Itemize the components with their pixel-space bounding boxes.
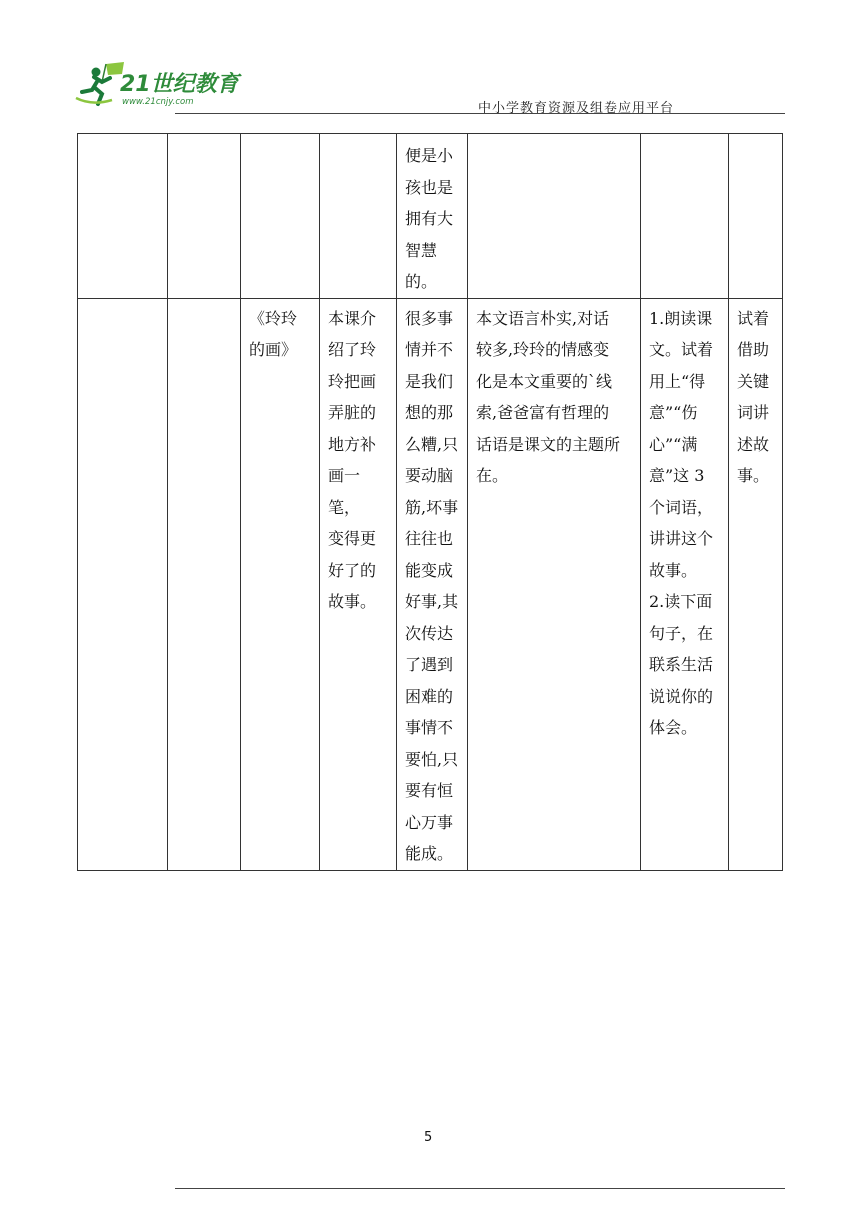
cell-text bbox=[641, 134, 728, 140]
table-cell bbox=[320, 298, 397, 870]
cell-text bbox=[320, 134, 396, 140]
cell-text bbox=[241, 134, 319, 140]
table-cell bbox=[168, 298, 241, 870]
lesson-summary: 本课介 绍了玲 玲把画 弄脏的 地方补 画一笔， 变得更 好了的 故事。 bbox=[328, 308, 377, 611]
table-cell bbox=[468, 134, 641, 299]
cell-text bbox=[168, 299, 240, 303]
page-number: 5 bbox=[424, 1130, 433, 1145]
site-logo bbox=[72, 60, 247, 112]
cell-text bbox=[168, 134, 240, 140]
table-cell bbox=[168, 134, 241, 299]
table-cell bbox=[729, 298, 783, 870]
table-cell bbox=[468, 298, 641, 870]
lesson-features: 本文语言朴实,对话 较多,玲玲的情感变 化是本文重要的`线 索,爸爸富有哲理的 话语是课文的主题所 在。 bbox=[476, 308, 621, 485]
table-cell bbox=[320, 134, 397, 299]
svg-text:www.21cnjy.com: www.21cnjy.com bbox=[122, 97, 194, 107]
cell-text: 便是小 孩也是 拥有大 智慧 的。 bbox=[405, 146, 454, 291]
table-cell bbox=[78, 134, 168, 299]
table-cell bbox=[397, 134, 468, 299]
table-cell bbox=[641, 298, 729, 870]
table-cell bbox=[729, 134, 783, 299]
cell-text bbox=[729, 134, 782, 140]
header-tagline: 中小学教育资源及组卷应用平台 bbox=[478, 101, 675, 116]
cell-text bbox=[78, 299, 167, 303]
footer-divider bbox=[175, 1188, 785, 1189]
table-cell bbox=[241, 298, 320, 870]
header-divider bbox=[175, 113, 785, 114]
table-cell bbox=[241, 134, 320, 299]
svg-text:21世纪教育: 21世纪教育 bbox=[120, 72, 239, 97]
cell-text bbox=[468, 134, 640, 140]
cell-text bbox=[78, 134, 167, 140]
table-cell bbox=[397, 298, 468, 870]
lesson-activities: 1.朗读课 文。试着 用上“得 意”“伤 心”“满 意”这 3 个词语， 讲讲这个 故事。 2.读下面 句子，在 联系生活 说说你的 体会。 bbox=[649, 308, 714, 737]
table-row bbox=[78, 134, 783, 299]
table-row bbox=[78, 298, 783, 870]
lesson-title: 《玲玲 的画》 bbox=[249, 308, 298, 359]
table-cell bbox=[641, 134, 729, 299]
table-cell bbox=[78, 298, 168, 870]
lesson-goals: 试着 借助 关键 词讲 述故 事。 bbox=[737, 308, 770, 485]
lesson-theme: 很多事 情并不 是我们 想的那 么糟,只 要动脑 筋,坏事 往往也 能变成 好事,其 次传达 了遇到 困难的 事情不 要怕,只 要有恒 心万事 能成。 bbox=[405, 308, 459, 863]
runner-logo-icon bbox=[72, 60, 247, 112]
lesson-table bbox=[77, 133, 783, 871]
